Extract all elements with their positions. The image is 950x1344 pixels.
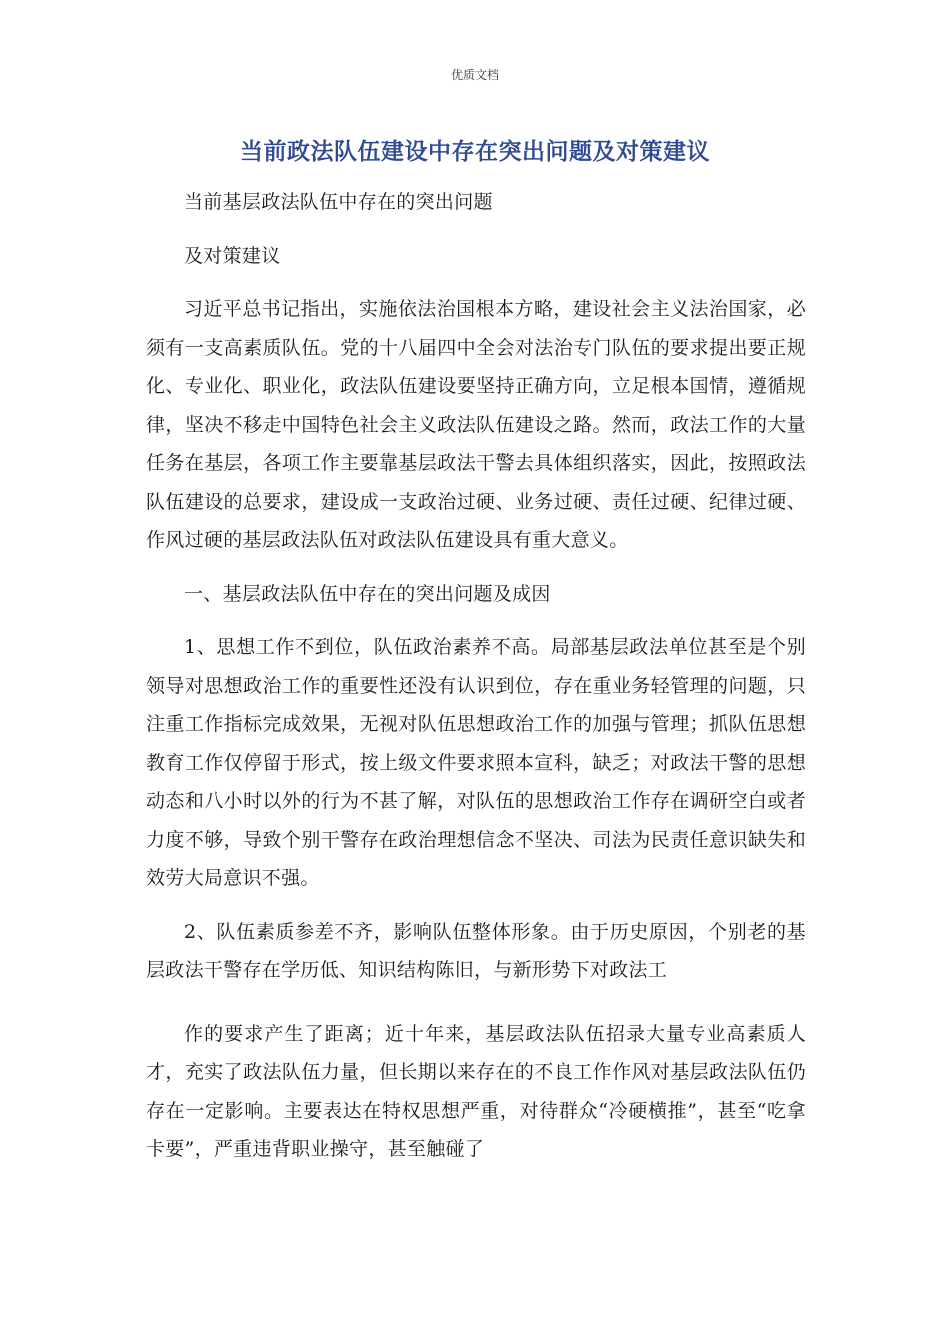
paragraph-continuation: 作的要求产生了距离；近十年来，基层政法队伍招录大量专业高素质人才，充实了政法队伍力量，但长期以来存在的不良工作作风对基层政法队伍仍存在一定影响。主要表达在特权思想严重，对待群众“冷硬横推”，甚至“吃拿卡要”，严重违背职业操守，甚至触碰了 [146,1022,806,1160]
paragraph-intro: 习近平总书记指出，实施依法治国根本方略，建设社会主义法治国家，必须有一支高素质队伍。党的十八届四中全会对法治专门队伍的要求提出要正规化、专业化、职业化，政法队伍建设要坚持正确方向，立足根本国情，遵循规律，坚决不移走中国特色社会主义政法队伍建设之路。然而，政法工作的大量任务在基层，各项工作主要靠基层政法干警去具体组织落实，因此，按照政法队伍建设的总要求，建设成一支政治过硬、业务过硬、责任过硬、纪律过硬、作风过硬的基层政法队伍对政法队伍建设具有重大意义。 [146,298,806,551]
document-title: 当前政法队伍建设中存在突出问题及对策建议 [240,139,710,165]
page-header: 优质文档 [450,68,499,82]
subtitle-line-1: 当前基层政法队伍中存在的突出问题 [184,191,493,213]
subtitle-line-2: 及对策建议 [184,244,281,267]
document-body [146,183,806,1184]
paragraph-point-1: 1、思想工作不到位，队伍政治素养不高。局部基层政法单位甚至是个别领导对思想政治工作的重要性还没有认识到位，存在重业务轻管理的问题，只注重工作指标完成效果，无视对队伍思想政治工作的加强与管理；抓队伍思想教育工作仅停留于形式，按上级文件要求照本宣科，缺乏；对政法干警的思想动态和八小时以外的行为不甚了解，对队伍的思想政治工作存在调研空白或者力度不够，导致个别干警存在政治理想信念不坚决、司法为民责任意识缺失和效劳大局意识不强。 [146,636,806,889]
paragraph-point-2: 2、队伍素质参差不齐，影响队伍整体形象。由于历史原因，个别老的基层政法干警存在学历低、知识结构陈旧，与新形势下对政法工 [146,920,806,981]
section-heading: 一、基层政法队伍中存在的突出问题及成因 [184,582,551,605]
